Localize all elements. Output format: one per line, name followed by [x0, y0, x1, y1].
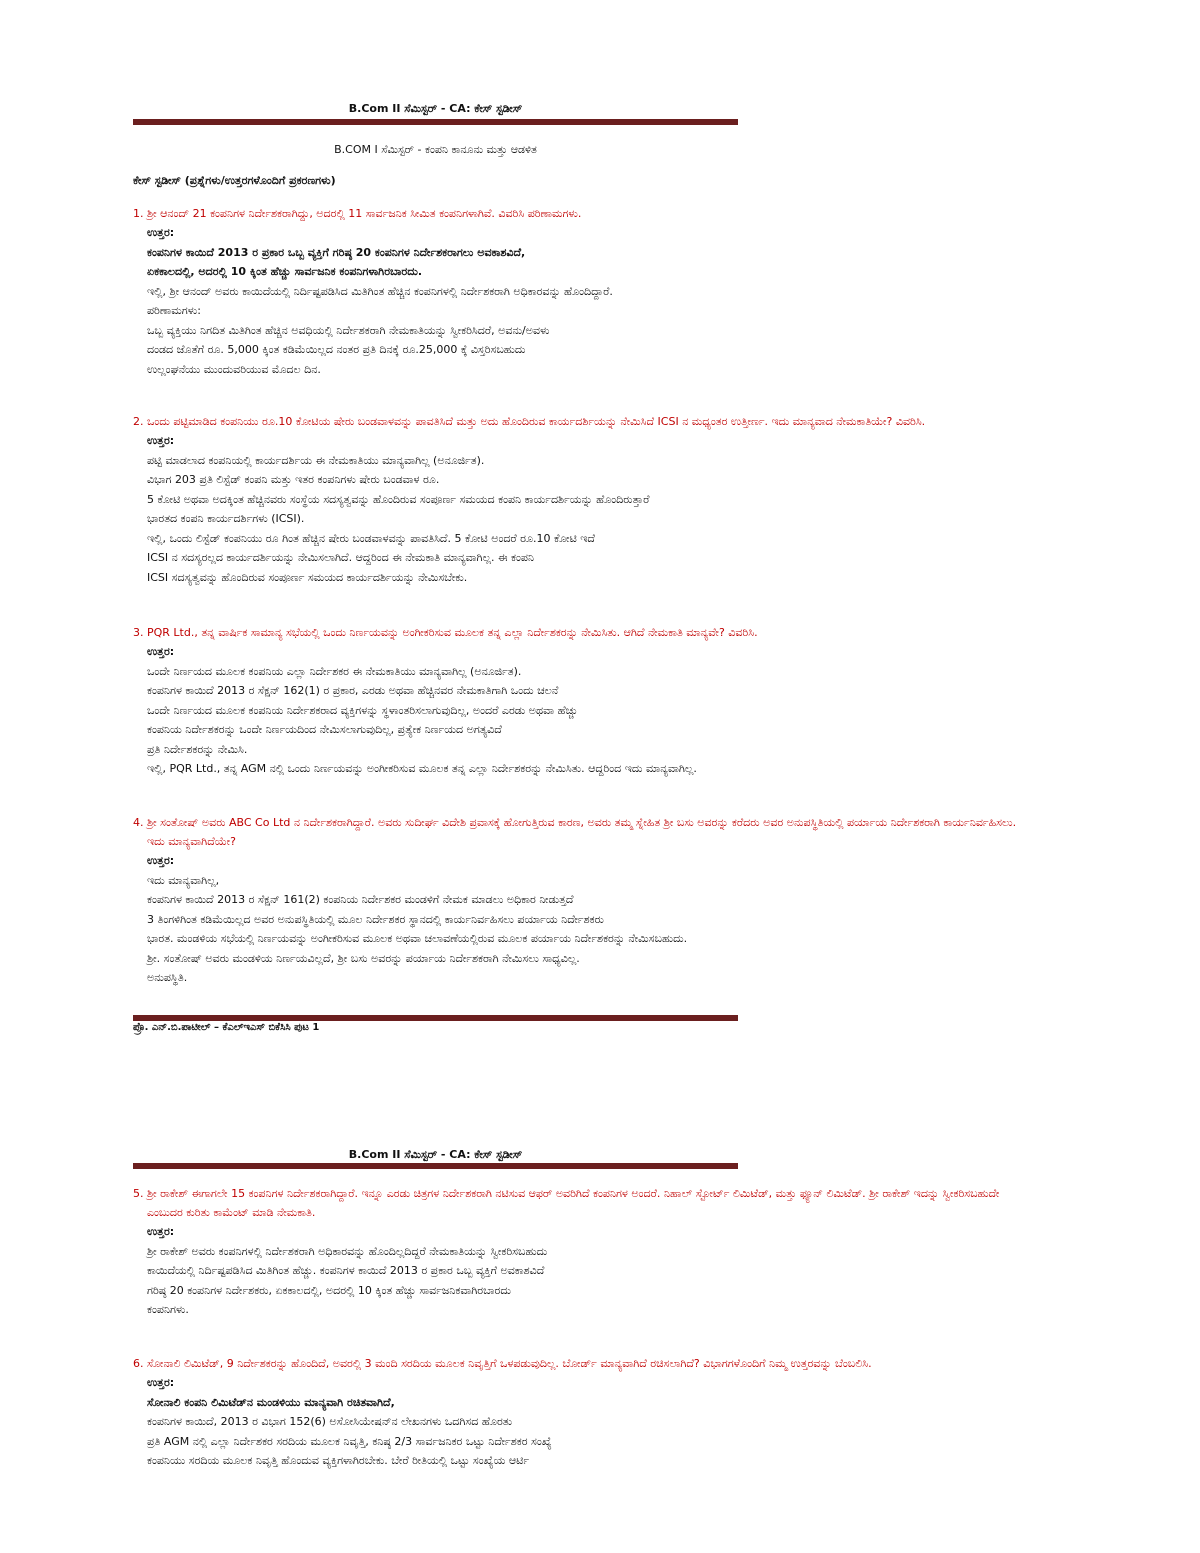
answer — [133, 1222, 1033, 1320]
question-text: 3. PQR Ltd., ತನ್ನ ವಾರ್ಷಿಕ ಸಾಮಾನ್ಯ ಸಭೆಯಲ್ಲಿ ಒಂದು ನಿರ್ಣಯವನ್ನು ಅಂಗೀಕರಿಸುವ ಮೂಲಕ ತನ್ನ ಎಲ್ಲಾ ನಿರ್ದೇಶಕರನ್ನು ನೇಮಿಸಿತು. ಆಗಿದೆ ನೇಮಕಾತಿ ಮಾನ್ಯವೇ? ವಿವರಿಸಿ. — [133, 626, 758, 639]
answer-label: ಉತ್ತರ: — [147, 645, 175, 658]
question-5 — [133, 1184, 1033, 1320]
answer-line: ಒಂದೇ ನಿರ್ಣಯದ ಮೂಲಕ ಕಂಪನಿಯ ನಿರ್ದೇಶಕರಾದ ವ್ಯಕ್ತಿಗಳನ್ನು ಸ್ಥಳಾಂತರಿಸಲಾಗುವುದಿಲ್ಲ, ಅಂದರೆ ಎರಡು ಅಥವಾ ಹೆಚ್ಚು — [147, 703, 578, 717]
answer-line: ಸೋನಾಲಿ ಕಂಪನಿ ಲಿಮಿಟೆಡ್‌ನ ಮಂಡಳಿಯು ಮಾನ್ಯವಾಗಿ ರಚಿತವಾಗಿದೆ, — [147, 1395, 395, 1409]
answer-line: ಕಂಪನಿಗಳ ಕಾಯಿದೆ 2013 ರ ಪ್ರಕಾರ ಒಬ್ಬ ವ್ಯಕ್ತಿಗೆ ಗರಿಷ್ಠ 20 ಕಂಪನಿಗಳ ನಿರ್ದೇಶಕರಾಗಲು ಅವಕಾಶವಿದೆ, — [147, 245, 526, 259]
answer-line: ಕಂಪನಿಯು ಸರದಿಯ ಮೂಲಕ ನಿವೃತ್ತಿ ಹೊಂದುವ ವ್ಯಕ್ತಿಗಳಾಗಿರಬೇಕು. ಬೇರೆ ರೀತಿಯಲ್ಲಿ ಒಟ್ಟು ಸಂಖ್ಯೆಯ ಆರ್ಟಿ — [147, 1454, 530, 1467]
page-2 — [0, 1060, 1200, 1553]
answer-line: ಕಂಪನಿಗಳ ಕಾಯಿದೆ, 2013 ರ ವಿಭಾಗ 152(6) ಅಸೋಸಿಯೇಷನ್‌ನ ಲೇಖನಗಳು ಒದಗಿಸದ ಹೊರತು — [147, 1415, 513, 1428]
section-title: ಕೇಸ್ ಸ್ಟಡೀಸ್ (ಪ್ರಶ್ನೆಗಳು/ಉತ್ತರಗಳೊಂದಿಗೆ ಪ್ರಕರಣಗಳು) — [133, 174, 336, 187]
answer-line: ಶ್ರೀ. ಸಂತೋಷ್ ಅವರು ಮಂಡಳಿಯ ನಿರ್ಣಯವಿಲ್ಲದೆ, ಶ್ರೀ ಬಸು ಅವರನ್ನು ಪರ್ಯಾಯ ನಿರ್ದೇಶಕರಾಗಿ ನೇಮಿಸಲು ಸಾಧ್ಯವಿಲ್ಲ. — [147, 951, 580, 965]
answer — [133, 1373, 1033, 1471]
running-header: B.Com II ಸೆಮಿಸ್ಟರ್ - CA: ಕೇಸ್ ಸ್ಟಡೀಸ್ — [348, 1148, 523, 1161]
answer-line: ಭಾರತದ ಕಂಪನಿ ಕಾರ್ಯದರ್ಶಿಗಳು (ICSI). — [147, 512, 305, 525]
answer-line: ಅನುಪಸ್ಥಿತಿ. — [147, 971, 188, 984]
document-subtitle: B.COM I ಸೆಮಿಸ್ಟರ್ - ಕಂಪನಿ ಕಾನೂನು ಮತ್ತು ಆಡಳಿತ — [334, 143, 537, 156]
answer-label: ಉತ್ತರ: — [147, 1225, 175, 1238]
answer-line: ಇಲ್ಲಿ, ಶ್ರೀ ಆನಂದ್ ಅವರು ಕಾಯಿದೆಯಲ್ಲಿ ನಿರ್ದಿಷ್ಟಪಡಿಸಿದ ಮಿತಿಗಿಂತ ಹೆಚ್ಚಿನ ಕಂಪನಿಗಳಲ್ಲಿ ನಿರ್ದೇಶಕರಾಗಿ ಅಧಿಕಾರವನ್ನು ಹೊಂದಿದ್ದಾರೆ. — [147, 284, 613, 298]
answer-label: ಉತ್ತರ: — [147, 1376, 175, 1389]
answer-line: ಇಲ್ಲಿ, PQR Ltd., ತನ್ನ AGM ನಲ್ಲಿ ಒಂದು ನಿರ್ಣಯವನ್ನು ಅಂಗೀಕರಿಸುವ ಮೂಲಕ ತನ್ನ ಎಲ್ಲಾ ನಿರ್ದೇಶಕರನ್ನು ನೇಮಿಸಿತು. ಆದ್ದರಿಂದ ಇದು ಮಾನ್ಯವಾಗಿಲ್ಲ. — [147, 762, 697, 775]
answer-label: ಉತ್ತರ: — [147, 434, 175, 447]
answer — [133, 642, 1033, 779]
question-text: 5. ಶ್ರೀ ರಾಕೇಶ್ ಈಗಾಗಲೇ 15 ಕಂಪನಿಗಳ ನಿರ್ದೇಶಕರಾಗಿದ್ದಾರೆ. ಇನ್ನೂ ಎರಡು ಚಿತ್ರಗಳ ನಿರ್ದೇಶಕರಾಗಿ ನಟಿಸುವ ಆಫರ್ ಅವರಿಗಿದೆ ಕಂಪನಿಗಳ ಅಂದರೆ. ನಿಹಾಲ್ ಸ್ಟೋರ್ಟ್ ಲಿಮಿಟೆಡ್, ಮತ್ತು ಫ್ಯೂನ್ ಲಿಮಿಟೆಡ್. ಶ್ರೀ ರಾಕೇಶ್ ಇದನ್ನು ಸ್ವೀಕರಿಸಬಹುದೇ ಎಂಬುದರ ಕುರಿತು ಕಾಮೆಂಟ್ ಮಾಡಿ ನೇಮಕಾತಿ. — [133, 1187, 1000, 1219]
answer — [133, 223, 1033, 379]
answer-line: 5 ಕೋಟಿ ಅಥವಾ ಅದಕ್ಕಿಂತ ಹೆಚ್ಚಿನವರು ಸಂಸ್ಥೆಯ ಸದಸ್ಯತ್ವವನ್ನು ಹೊಂದಿರುವ ಸಂಪೂರ್ಣ ಸಮಯದ ಕಂಪನಿ ಕಾರ್ಯದರ್ಶಿಯನ್ನು ಹೊಂದಿರುತ್ತಾರೆ — [147, 492, 650, 506]
question-1 — [133, 204, 1033, 379]
answer-line: ಕಂಪನಿಗಳ ಕಾಯಿದೆ 2013 ರ ಸೆಕ್ಷನ್ 161(2) ಕಂಪನಿಯ ನಿರ್ದೇಶಕರ ಮಂಡಳಿಗೆ ನೇಮಕ ಮಾಡಲು ಅಧಿಕಾರ ನೀಡುತ್ತದೆ — [147, 893, 574, 906]
footer-rule — [133, 1015, 738, 1021]
answer-line: ವಿಭಾಗ 203 ಪ್ರತಿ ಲಿಸ್ಟೆಡ್ ಕಂಪನಿ ಮತ್ತು ಇತರ ಕಂಪನಿಗಳು ಷೇರು ಬಂಡವಾಳ ರೂ. — [147, 473, 440, 486]
answer-line: ಶ್ರೀ ರಾಕೇಶ್ ಅವರು ಕಂಪನಿಗಳಲ್ಲಿ ನಿರ್ದೇಶಕರಾಗಿ ಅಧಿಕಾರವನ್ನು ಹೊಂದಿಲ್ಲದಿದ್ದರೆ ನೇಮಕಾತಿಯನ್ನು ಸ್ವೀಕರಿಸಬಹುದು — [147, 1244, 548, 1258]
answer-line: ಒಬ್ಬ ವ್ಯಕ್ತಿಯು ನಿಗದಿತ ಮಿತಿಗಿಂತ ಹೆಚ್ಚಿನ ಅವಧಿಯಲ್ಲಿ ನಿರ್ದೇಶಕರಾಗಿ ನೇಮಕಾತಿಯನ್ನು ಸ್ವೀಕರಿಸಿದರೆ, ಅವನು/ಅವಳು — [147, 323, 550, 337]
answer-line: ಉಲ್ಲಂಘನೆಯು ಮುಂದುವರಿಯುವ ಮೊದಲ ದಿನ. — [147, 362, 321, 376]
answer-label: ಉತ್ತರ: — [147, 226, 175, 239]
answer-line: ದಂಡದ ಜೊತೆಗೆ ರೂ. 5,000 ಕ್ಕಿಂತ ಕಡಿಮೆಯಿಲ್ಲದ ನಂತರ ಪ್ರತಿ ದಿನಕ್ಕೆ ರೂ.25,000 ಕ್ಕೆ ವಿಸ್ತರಿಸಬಹುದು — [147, 343, 526, 356]
question-text: 2. ಒಂದು ಪಟ್ಟಿಮಾಡಿದ ಕಂಪನಿಯು ರೂ.10 ಕೋಟಿಯ ಷೇರು ಬಂಡವಾಳವನ್ನು ಪಾವತಿಸಿದೆ ಮತ್ತು ಅದು ಹೊಂದಿರುವ ಕಾರ್ಯದರ್ಶಿಯನ್ನು ನೇಮಿಸಿದೆ ICSI ನ ಮಧ್ಯಂತರ ಉತ್ತೀರ್ಣ. ಇದು ಮಾನ್ಯವಾದ ನೇಮಕಾತಿಯೇ? ವಿವರಿಸಿ. — [133, 415, 926, 428]
answer-line: ಕಂಪನಿಯ ನಿರ್ದೇಶಕರನ್ನು ಒಂದೇ ನಿರ್ಣಯದಿಂದ ನೇಮಿಸಲಾಗುವುದಿಲ್ಲ, ಪ್ರತ್ಯೇಕ ನಿರ್ಣಯದ ಅಗತ್ಯವಿದೆ — [147, 723, 502, 736]
answer-line: ಕಾಯಿದೆಯಲ್ಲಿ ನಿರ್ದಿಷ್ಟಪಡಿಸಿದ ಮಿತಿಗಿಂತ ಹೆಚ್ಚು. ಕಂಪನಿಗಳ ಕಾಯಿದೆ 2013 ರ ಪ್ರಕಾರ ಒಬ್ಬ ವ್ಯಕ್ತಿಗೆ ಅವಕಾಶವಿದೆ — [147, 1264, 545, 1277]
answer-line: ಕಂಪನಿಗಳ ಕಾಯಿದೆ 2013 ರ ಸೆಕ್ಷನ್ 162(1) ರ ಪ್ರಕಾರ, ಎರಡು ಅಥವಾ ಹೆಚ್ಚಿನವರ ನೇಮಕಾತಿಗಾಗಿ ಒಂದು ಚಲನೆ — [147, 684, 559, 697]
answer-line: ಭಾರತ. ಮಂಡಳಿಯ ಸಭೆಯಲ್ಲಿ ನಿರ್ಣಯವನ್ನು ಅಂಗೀಕರಿಸುವ ಮೂಲಕ ಅಥವಾ ಚಲಾವಣೆಯಲ್ಲಿರುವ ಮೂಲಕ ಪರ್ಯಾಯ ನಿರ್ದೇಶಕರನ್ನು ನೇಮಿಸಬಹುದು. — [147, 932, 688, 945]
answer-line: ಇದು ಮಾನ್ಯವಾಗಿಲ್ಲ, — [147, 873, 220, 887]
question-text: 6. ಸೋನಾಲಿ ಲಿಮಿಟೆಡ್, 9 ನಿರ್ದೇಶಕರನ್ನು ಹೊಂದಿದೆ, ಅವರಲ್ಲಿ 3 ಮಂದಿ ಸರದಿಯ ಮೂಲಕ ನಿವೃತ್ತಿಗೆ ಒಳಪಡುವುದಿಲ್ಲ. ಬೋರ್ಡ್ ಮಾನ್ಯವಾಗಿದೆ ರಚಿಸಲಾಗಿದೆ? ವಿಭಾಗಗಳೊಂದಿಗೆ ನಿಮ್ಮ ಉತ್ತರವನ್ನು ಬೆಂಬಲಿಸಿ. — [133, 1357, 872, 1370]
answer-line: ಇಲ್ಲಿ, ಒಂದು ಲಿಸ್ಟೆಡ್ ಕಂಪನಿಯು ರೂ ಗಿಂತ ಹೆಚ್ಚಿನ ಷೇರು ಬಂಡವಾಳವನ್ನು ಪಾವತಿಸಿದೆ. 5 ಕೋಟಿ ಅಂದರೆ ರೂ.10 ಕೋಟಿ ಇದೆ — [147, 531, 595, 545]
question-3 — [133, 623, 1033, 779]
question-text: 4. ಶ್ರೀ ಸಂತೋಷ್ ಅವರು ABC Co Ltd ನ ನಿರ್ದೇಶಕರಾಗಿದ್ದಾರೆ. ಅವರು ಸುದೀರ್ಘ ವಿದೇಶಿ ಪ್ರವಾಸಕ್ಕೆ ಹೋಗುತ್ತಿರುವ ಕಾರಣ, ಅವರು ತಮ್ಮ ಸ್ನೇಹಿತ ಶ್ರೀ ಬಸು ಅವರನ್ನು ಕರೆದರು ಅವರ ಅನುಪಸ್ಥಿತಿಯಲ್ಲಿ ಪರ್ಯಾಯ ನಿರ್ದೇಶಕರಾಗಿ ಕಾರ್ಯನಿರ್ವಹಿಸಲು. ಇದು ಮಾನ್ಯವಾಗಿದೆಯೇ? — [133, 816, 1017, 848]
answer — [133, 851, 1033, 988]
answer-line: ಪ್ರತಿ AGM ನಲ್ಲಿ ಎಲ್ಲಾ ನಿರ್ದೇಶಕರ ಸರದಿಯ ಮೂಲಕ ನಿವೃತ್ತಿ, ಕನಿಷ್ಠ 2/3 ಸಾರ್ವಜನಿಕರ ಒಟ್ಟು ನಿರ್ದೇಶಕರ ಸಂಖ್ಯೆ — [147, 1434, 552, 1448]
header-rule — [133, 1163, 738, 1169]
question-4 — [133, 813, 1033, 988]
answer — [133, 431, 1033, 587]
answer-line: ಪಟ್ಟಿ ಮಾಡಲಾದ ಕಂಪನಿಯಲ್ಲಿ ಕಾರ್ಯದರ್ಶಿಯ ಈ ನೇಮಕಾತಿಯು ಮಾನ್ಯವಾಗಿಲ್ಲ (ಅನೂರ್ಜಿತ). — [147, 453, 485, 467]
question-6 — [133, 1354, 1033, 1471]
running-header: B.Com II ಸೆಮಿಸ್ಟರ್ - CA: ಕೇಸ್ ಸ್ಟಡೀಸ್ — [348, 102, 523, 115]
page-footer: ಪ್ರೊ. ಎನ್.ಬಿ.ಪಾಟೀಲ್ – ಕೆಎಲ್‌ಇಎಸ್ ಬಿಕೆಸಿಸಿ ಪುಟ 1 — [133, 1022, 320, 1033]
question-2 — [133, 412, 1033, 587]
answer-line: ಪರಿಣಾಮಗಳು: — [147, 304, 201, 317]
answer-line: ICSI ನ ಸದಸ್ಯರಲ್ಲದ ಕಾರ್ಯದರ್ಶಿಯನ್ನು ನೇಮಿಸಲಾಗಿದೆ. ಆದ್ದರಿಂದ ಈ ನೇಮಕಾತಿ ಮಾನ್ಯವಾಗಿಲ್ಲ. ಈ ಕಂಪನಿ — [147, 551, 535, 564]
header-rule — [133, 119, 738, 125]
answer-line: ಗರಿಷ್ಠ 20 ಕಂಪನಿಗಳ ನಿರ್ದೇಶಕರು, ಏಕಕಾಲದಲ್ಲಿ, ಅದರಲ್ಲಿ 10 ಕ್ಕಿಂತ ಹೆಚ್ಚು ಸಾರ್ವಜನಿಕವಾಗಿರಬಾರದು — [147, 1283, 511, 1297]
question-text: 1. ಶ್ರೀ ಆನಂದ್ 21 ಕಂಪನಿಗಳ ನಿರ್ದೇಶಕರಾಗಿದ್ದು, ಅದರಲ್ಲಿ 11 ಸಾರ್ವಜನಿಕ ಸೀಮಿತ ಕಂಪನಿಗಳಾಗಿವೆ. ವಿವರಿಸಿ ಪರಿಣಾಮಗಳು. — [133, 207, 582, 220]
answer-line: ಕಂಪನಿಗಳು. — [147, 1303, 189, 1316]
answer-line: ICSI ಸದಸ್ಯತ್ವವನ್ನು ಹೊಂದಿರುವ ಸಂಪೂರ್ಣ ಸಮಯದ ಕಾರ್ಯದರ್ಶಿಯನ್ನು ನೇಮಿಸಬೇಕು. — [147, 570, 468, 584]
answer-line: 3 ತಿಂಗಳಿಗಿಂತ ಕಡಿಮೆಯಿಲ್ಲದ ಅವರ ಅನುಪಸ್ಥಿತಿಯಲ್ಲಿ ಮೂಲ ನಿರ್ದೇಶಕರ ಸ್ಥಾನದಲ್ಲಿ ಕಾರ್ಯನಿರ್ವಹಿಸಲು ಪರ್ಯಾಯ ನಿರ್ದೇಶಕರು — [147, 912, 604, 926]
answer-line: ಪ್ರತಿ ನಿರ್ದೇಶಕರನ್ನು ನೇಮಿಸಿ. — [147, 742, 248, 756]
answer-line: ಏಕಕಾಲದಲ್ಲಿ, ಅದರಲ್ಲಿ 10 ಕ್ಕಿಂತ ಹೆಚ್ಚು ಸಾರ್ವಜನಿಕ ಕಂಪನಿಗಳಾಗಿರಬಾರದು. — [147, 265, 423, 278]
answer-line: ಒಂದೇ ನಿರ್ಣಯದ ಮೂಲಕ ಕಂಪನಿಯ ಎಲ್ಲಾ ನಿರ್ದೇಶಕರ ಈ ನೇಮಕಾತಿಯು ಮಾನ್ಯವಾಗಿಲ್ಲ (ಅನೂರ್ಜಿತ). — [147, 664, 522, 678]
answer-label: ಉತ್ತರ: — [147, 854, 175, 867]
